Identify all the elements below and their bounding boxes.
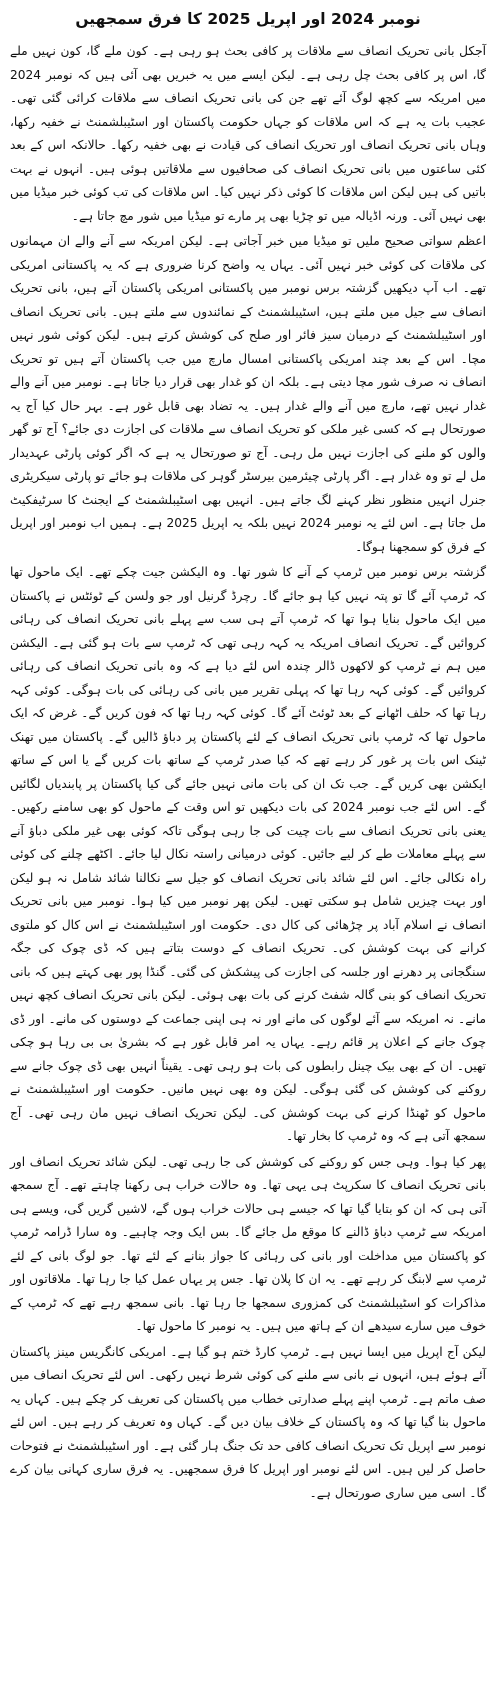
article-paragraph-5: لیکن آج اپریل میں ایسا نہیں ہے۔ ٹرمپ کارڈ ختم ہو گیا ہے۔ امریکی کانگریس مینز پاکستان آئے ہوئے ہیں، انہوں نے بانی سے ملنے کی کوئی شرط نہیں رکھی۔ اس لئے تحریک انصاف میں صف ماتم ہے۔ ٹرمپ اپنے پہلے صدارتی خطاب میں پاکستان کی تعریف کر چکے ہیں۔ کہاں یہ ماحول بنا گیا تھا کہ وہ پاکستان کے خلاف بیان دیں گے۔ کہاں وہ تعریف کر رہے ہیں۔ اس لئے نومبر سے اپریل تک تحریک انصاف کافی حد تک جنگ ہار گئی ہے۔ اور اسٹیبلشمنٹ نے فتوحات حاصل کر لیں ہیں۔ اس لئے نومبر اور اپریل کا فرق سمجھیں۔ یہ فرق ساری کہانی بیان کرے گا۔ اسی میں ساری صورتحال ہے۔: [10, 1344, 486, 1500]
article-paragraph-4: پھر کیا ہوا۔ وہی جس کو روکنے کی کوشش کی جا رہی تھی۔ لیکن شائد تحریک انصاف اور بانی تحریک انصاف کا سکرپٹ ہی یہی تھا۔ وہ حالات خراب ہی رکھنا چاہتے تھے۔ آج سمجھ آتی ہی کہ ان کو بتایا گیا تھا کہ جیسے ہی حالات خراب ہوں گے، لاشیں گریں گی، ویسے ہی امریکہ سے ٹرمپ دباؤ ڈالنے کا موقع مل جائے گا۔ بس ایک وجہ چاہیے۔ وہ سارا ڈرامہ ٹرمپ کو پاکستان میں مداخلت اور بانی کی رہائی کا جواز بنانے کے لئے تھا۔ جو لوگ بانی کے لئے ٹرمپ سے لابنگ کر رہے تھے۔ یہ ان کا پلان تھا۔ جس پر یہاں عمل کیا جا رہا تھا۔ ملاقاتوں اور مذاکرات کو اسٹیبلشمنٹ کی کمزوری سمجھا جا رہا تھا۔ بانی سمجھ رہے تھے کہ ٹرمپ کے خوف میں سارے سیدھے ان کے ہاتھ میں ہیں۔ یہ نومبر کا ماحول تھا۔: [10, 1154, 486, 1333]
article-paragraph-1: آجکل بانی تحریک انصاف سے ملاقات پر کافی بحث ہو رہی ہے۔ کون ملے گا، کون نہیں ملے گا، اس پر کافی بحث چل رہی ہے۔ لیکن ایسے میں یہ خبریں بھی آئی ہیں کہ نومبر 2024 میں امریکہ سے کچھ لوگ آئے تھے جن کی بانی تحریک انصاف سے ملاقات کرائی گئی تھی۔ عجیب بات یہ ہے کہ اس ملاقات کو جہاں حکومت پاکستان اور اسٹیبلشمنٹ نے خفیہ رکھا، وہاں بانی تحریک انصاف اور تحریک انصاف کی قیادت نے بھی خفیہ رکھا۔ حالانکہ اس کے بعد کئی ساعتوں میں بانی تحریک انصاف کی صحافیوں سے ملاقاتیں ہوئی ہیں۔ انہوں نے بہت باتیں کی ہیں لیکن اس ملاقات کا کوئی ذکر نہیں کیا۔ اس ملاقات کی تب کوئی خبر میڈیا میں بھی نہیں آئی۔ ورنہ اڈیالہ میں تو چڑیا بھی پر مارے تو میڈیا میں شور مچ جاتا ہے۔: [10, 44, 486, 223]
article-paragraph-2: اعظم سواتی صحیح ملیں تو میڈیا میں خبر آجاتی ہے۔ لیکن امریکہ سے آنے والے ان مہمانوں کی ملاقات کی کوئی خبر نہیں آئی۔ یہاں یہ واضح کرنا ضروری ہے کہ یہ پاکستانی امریکی تھے۔ اب آپ دیکھیں گزشتہ برس نومبر میں پاکستانی امریکی پاکستان آتے ہیں، بانی تحریک انصاف سے جیل میں ملتے ہیں، اسٹیبلشمنٹ کے نمائندوں سے ملتے ہیں۔ بانی تحریک انصاف اور اسٹیبلشمنٹ کے درمیان سیز فائر اور صلح کی کوشش کرتے ہیں۔ لیکن کوئی شور نہیں مچا۔ اس کے بعد چند امریکی پاکستانی امسال مارچ میں جب پاکستان آتے ہیں تو تحریک انصاف نہ صرف شور مچا دیتی ہے۔ بلکہ ان کو غدار بھی قرار دیا جاتا ہے۔ نومبر میں آنے والے غدار نہیں تھے، مارچ میں آنے والے غدار ہیں۔ یہ تضاد بھی قابل غور ہے۔ بہر حال کیا آج یہ صورتحال ہے کہ کسی غیر ملکی کو تحریک انصاف سے ملاقات کی اجازت دی جائے؟ آج تو گھر والوں کو ملنے کی اجازت نہیں مل رہی۔ آج تو صورتحال یہ ہے کہ اگر کوئی پارٹی عہدیدار مل لے تو وہ غدار ہے۔ اگر پارٹی چیئرمین بیرسٹر گوہر کی ملاقات ہو جائے تو پارٹی سیکریٹری جنرل انہیں منظور نظر کہنے لگ جاتے ہیں۔ انہیں بھی اسٹیبلشمنٹ کے ایجنٹ کا سرٹیفکیٹ مل جاتا ہے۔ اس لئے یہ نومبر 2024 نہیں بلکہ یہ اپریل 2025 ہے۔ ہمیں اب نومبر اور اپریل کے فرق کو سمجھنا ہوگا۔: [10, 234, 486, 554]
article-paragraph-3: گزشتہ برس نومبر میں ٹرمپ کے آنے کا شور تھا۔ وہ الیکشن جیت چکے تھے۔ ایک ماحول تھا کہ ٹرمپ آئے گا تو پتہ نہیں کیا ہو جائے گا۔ رچرڈ گرنیل اور جو ولسن کے ٹوئٹس نے پاکستان میں ایک ماحول بنایا ہوا تھا کہ ٹرمپ آتے ہی سب سے پہلے بانی تحریک انصاف کی رہائی کروائیں گے۔ تحریک انصاف امریکہ یہ کہہ رہی تھی کہ ٹرمپ سے بات ہو گئی ہے۔ الیکشن میں ہم نے ٹرمپ کو لاکھوں ڈالر چندہ اس لئے دیا ہے کہ وہ بانی تحریک انصاف کی رہائی کروائیں گے۔ کوئی کہہ رہا تھا کہ پہلی تقریر میں بانی کی رہائی کی بات ہوگی۔ کوئی کہہ رہا تھا کہ حلف اٹھانے کے بعد ٹوئٹ آئے گا۔ کوئی کہہ رہا تھا کہ فون کریں گے۔ غرض کہ ایک ماحول تھا کہ ٹرمپ بانی تحریک انصاف کے لئے پاکستان پر دباؤ ڈالیں گے۔ پاکستان میں تھنک ٹینک اس بات پر غور کر رہے تھے کہ کیا صدر ٹرمپ کے ساتھ بات کریں گے یا اس کے ساتھ ایکشن بھی کریں گے۔ جب تک ان کی بات مانی نہیں جائے گی کیا پاکستان پر پابندیاں لگائیں گے۔ اس لئے جب نومبر 2024 کی بات دیکھیں تو اس وقت کے ماحول کو بھی سامنے رکھیں۔ یعنی بانی تحریک انصاف سے بات چیت کی جا رہی ہوگی تاکہ کوئی بھی غیر ملکی دباؤ آنے سے پہلے معاملات طے کر لیے جائیں۔ کوئی درمیانی راستہ نکال لیا جائے۔ اکٹھے چلنے کی کوئی راہ نکالی جائے۔ اس لئے شائد بانی تحریک انصاف کو جیل سے نکالنا شائد شامل نہ ہو لیکن اور بہت چیزیں شامل ہو سکتی تھیں۔ لیکن پھر نومبر میں کیا ہوا۔ نومبر میں بانی تحریک انصاف نے اسلام آباد پر چڑھائی کی کال دی۔ حکومت اور اسٹیبلشمنٹ نے اس کال کو ملتوی کرانے کی بہت کوشش کی۔ تحریک انصاف کے دوست بتاتے ہیں کہ ڈی چوک کی جگہ سنگجانی پر دھرنے اور جلسہ کی اجازت کی پیشکش کی گئی۔ گنڈا پور بھی کہتے ہیں کہ بانی تحریک انصاف کو بنی گالہ شفٹ کرنے کی بات بھی ہوئی۔ لیکن بانی تحریک انصاف کچھ نہیں مانے۔ نہ امریکہ سے آئے لوگوں کی مانے اور نہ ہی اپنی جماعت کے دوستوں کی مانے۔ اور ڈی چوک جانے کے اعلان پر قائم رہے۔ یہاں یہ امر قابل غور ہے کہ بشریٰ بی بی رہا ہو چکی تھیں۔ ان کے بھی بیک چینل رابطوں کی بات ہو رہی تھی۔ یقیناً انہیں بھی ڈی چوک جانے سے روکنے کی کوشش کی گئی ہوگی۔ لیکن وہ بھی نہیں مانیں۔ حکومت اور اسٹیبلشمنٹ نے ماحول کو ٹھنڈا کرنے کی بہت کوشش کی۔ لیکن تحریک انصاف نہیں مان رہی تھی۔ آج سمجھ آتی ہے کہ وہ ٹرمپ کا بخار تھا۔: [10, 565, 487, 1143]
article-headline: نومبر 2024 اور اپریل 2025 کا فرق سمجھیں: [75, 10, 421, 28]
